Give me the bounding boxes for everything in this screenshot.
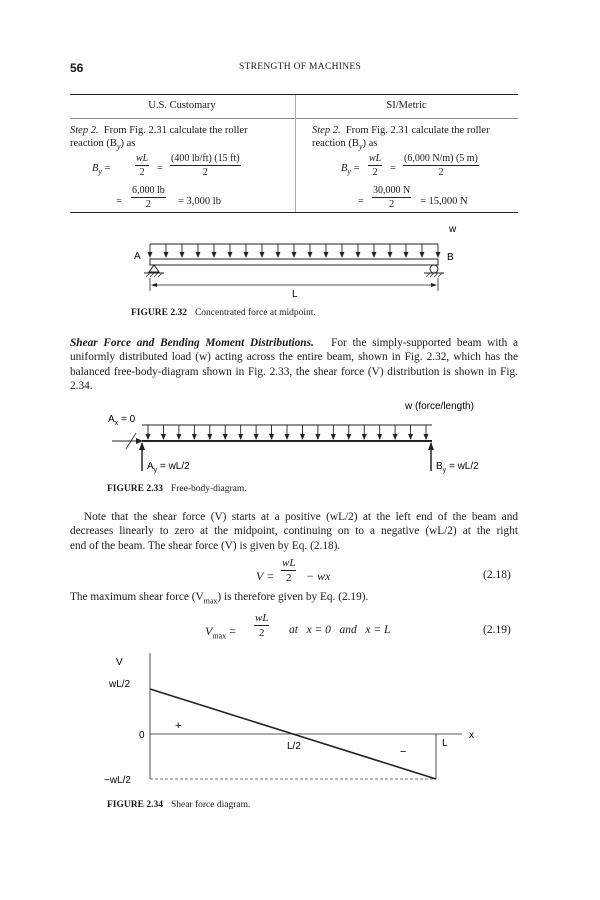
region-sign-positive: +: [175, 720, 182, 732]
load-arrowhead: [260, 252, 265, 258]
us-eq-sign: =: [157, 163, 163, 174]
load-arrowhead: [393, 434, 398, 440]
fig234-caption: FIGURE 2.34 Shear force diagram.: [107, 800, 251, 810]
si-eq-sign-2: =: [358, 196, 364, 207]
load-arrowhead: [377, 434, 382, 440]
page-number: 56: [70, 61, 84, 75]
load-arrowhead: [192, 434, 197, 440]
pin-support-a: [149, 265, 159, 272]
eq219-condition: at x = 0 and x = L: [289, 624, 391, 636]
si-frac-values: $\frac{(6,000 N/m) (5 m)}{2}$: [404, 153, 478, 178]
eq219-lhs: $V_{max}$ =: [205, 624, 236, 641]
figure-2-34-shear-chart: [0, 645, 600, 795]
x-tick-label-l: L: [442, 738, 448, 749]
eq218-number: (2.18): [483, 569, 511, 581]
load-arrowhead: [324, 252, 329, 258]
load-arrowhead: [404, 252, 409, 258]
si-frac-wl2: $\frac{wL}{2}$: [369, 153, 382, 178]
section-heading: Shear Force and Bending Moment Distributions.: [70, 337, 314, 349]
load-arrowhead: [331, 434, 336, 440]
us-lhs: $B_y$ =: [92, 163, 111, 177]
si-frac-n: $\frac{30,000 N}{2}$: [373, 185, 411, 210]
load-arrowhead: [285, 434, 290, 440]
si-lhs: $B_y$ =: [341, 163, 360, 177]
chart-xlabel: x: [469, 730, 474, 741]
load-arrowhead: [315, 434, 320, 440]
load-arrowhead: [148, 252, 153, 258]
si-result: = 15,000 N: [420, 196, 468, 207]
load-arrowhead: [356, 252, 361, 258]
load-arrowhead: [207, 434, 212, 440]
table-column-divider: [295, 95, 296, 212]
us-result: = 3,000 lb: [178, 196, 221, 207]
by-arrowhead: [428, 442, 434, 450]
y-tick-label-zero: 0: [139, 730, 145, 741]
load-arrowhead: [300, 434, 305, 440]
load-arrowhead: [161, 434, 166, 440]
ground-hatch-a: [146, 273, 162, 277]
figure-2-33-diagram: [0, 395, 600, 480]
si-step-text: Step 2. From Fig. 2.31 calculate the roller reaction $(B_y)$ as: [312, 125, 490, 152]
eq218-lhs: V =: [256, 569, 275, 583]
region-sign-negative: −: [400, 746, 407, 758]
col-us-header: U.S. Customary: [148, 100, 216, 111]
running-title: STRENGTH OF MACHINES: [238, 62, 362, 72]
load-arrowhead: [223, 434, 228, 440]
ay-arrowhead: [139, 442, 145, 450]
fig232-label-l: L: [292, 289, 298, 300]
table-top-rule: [70, 94, 518, 95]
fig233-label-w: w (force/length): [405, 401, 474, 412]
load-arrowhead: [212, 252, 217, 258]
fig233-caption: FIGURE 2.33 Free-body-diagram.: [107, 484, 247, 494]
load-arrowhead: [388, 252, 393, 258]
eq218-frac: $\frac{wL}{2}$: [282, 557, 296, 584]
dim-arrow-left: [151, 283, 157, 287]
load-arrowhead: [228, 252, 233, 258]
load-arrowhead: [244, 252, 249, 258]
load-arrowhead: [346, 434, 351, 440]
table-bottom-rule: [70, 212, 518, 213]
load-arrowhead: [340, 252, 345, 258]
fbd-load-arrows: [146, 425, 429, 440]
body-paragraph-3: The maximum shear force $(V_{max})$ is therefore given by Eq. (2.19).: [70, 591, 369, 606]
load-arrowhead: [292, 252, 297, 258]
us-frac-lb: $\frac{6,000 lb}{2}$: [132, 185, 165, 210]
fig233-label-by: $B_y = wL/2$: [436, 461, 479, 474]
load-arrowhead: [196, 252, 201, 258]
load-arrowhead: [372, 252, 377, 258]
us-frac-wl2: $\frac{wL}{2}$: [136, 153, 149, 178]
load-arrowhead: [362, 434, 367, 440]
eq219-frac: $\frac{wL}{2}$: [255, 612, 269, 639]
si-eq-sign: =: [390, 163, 396, 174]
load-arrowhead: [254, 434, 259, 440]
y-tick-label-neg: −wL/2: [104, 775, 131, 786]
load-arrowhead: [146, 434, 151, 440]
y-tick-label-pos: wL/2: [109, 679, 131, 690]
dim-arrow-right: [431, 283, 437, 287]
load-arrowhead: [176, 434, 181, 440]
fig233-label-ay: $A_y = wL/2$: [147, 461, 190, 474]
load-arrows: [148, 244, 441, 258]
load-arrowhead: [276, 252, 281, 258]
us-step-text: Step 2. From Fig. 2.31 calculate the roller reaction $(B_y)$ as: [70, 125, 248, 152]
roller-support-b: [430, 265, 438, 273]
load-arrowhead: [408, 434, 413, 440]
eq219-number: (2.19): [483, 624, 511, 636]
col-si-header: SI/Metric: [386, 100, 427, 111]
load-arrowhead: [269, 434, 274, 440]
eq218-rhs: − wx: [306, 569, 331, 583]
section-paragraph: Shear Force and Bending Moment Distributions. For the simply-supported beam with a uniformly distributed load (w) acting across the entire beam, shown in Fig. 2.32, which has the balanced free-body-diagram shown in Fig. 2.33, the shear force (V) distribution is shown in Fig. 2.34.: [70, 337, 518, 393]
load-arrowhead: [436, 252, 441, 258]
fig232-label-b: B: [447, 252, 454, 263]
x-tick-label-half: L/2: [287, 741, 301, 752]
fig232-label-w: w: [449, 224, 457, 235]
fig233-label-ax: $A_x = 0$: [108, 414, 136, 427]
us-eq-sign-2: =: [116, 196, 122, 207]
fig232-caption: FIGURE 2.32 Concentrated force at midpoint.: [131, 308, 316, 318]
table-header-rule: [70, 118, 518, 119]
load-arrowhead: [180, 252, 185, 258]
load-arrowhead: [238, 434, 243, 440]
load-arrowhead: [424, 434, 429, 440]
us-frac-values: $\frac{(400 lb/ft) (15 ft)}{2}$: [171, 153, 240, 178]
beam: [150, 259, 438, 265]
load-arrowhead: [420, 252, 425, 258]
load-arrowhead: [164, 252, 169, 258]
body-paragraph-2: Note that the shear force (V) starts at a positive (wL/2) at the left end of the beam and decreases linearly to zero at the midpoint, continuing on to a negative (wL/2) at the right end of the beam. The shear force (V) is given by Eq. (2.18).: [70, 511, 518, 552]
figure-2-32-diagram: [0, 215, 600, 305]
load-arrowhead: [308, 252, 313, 258]
ground-hatch-b: [426, 273, 442, 277]
fig232-label-a: A: [134, 251, 141, 262]
chart-ylabel: V: [116, 657, 123, 668]
